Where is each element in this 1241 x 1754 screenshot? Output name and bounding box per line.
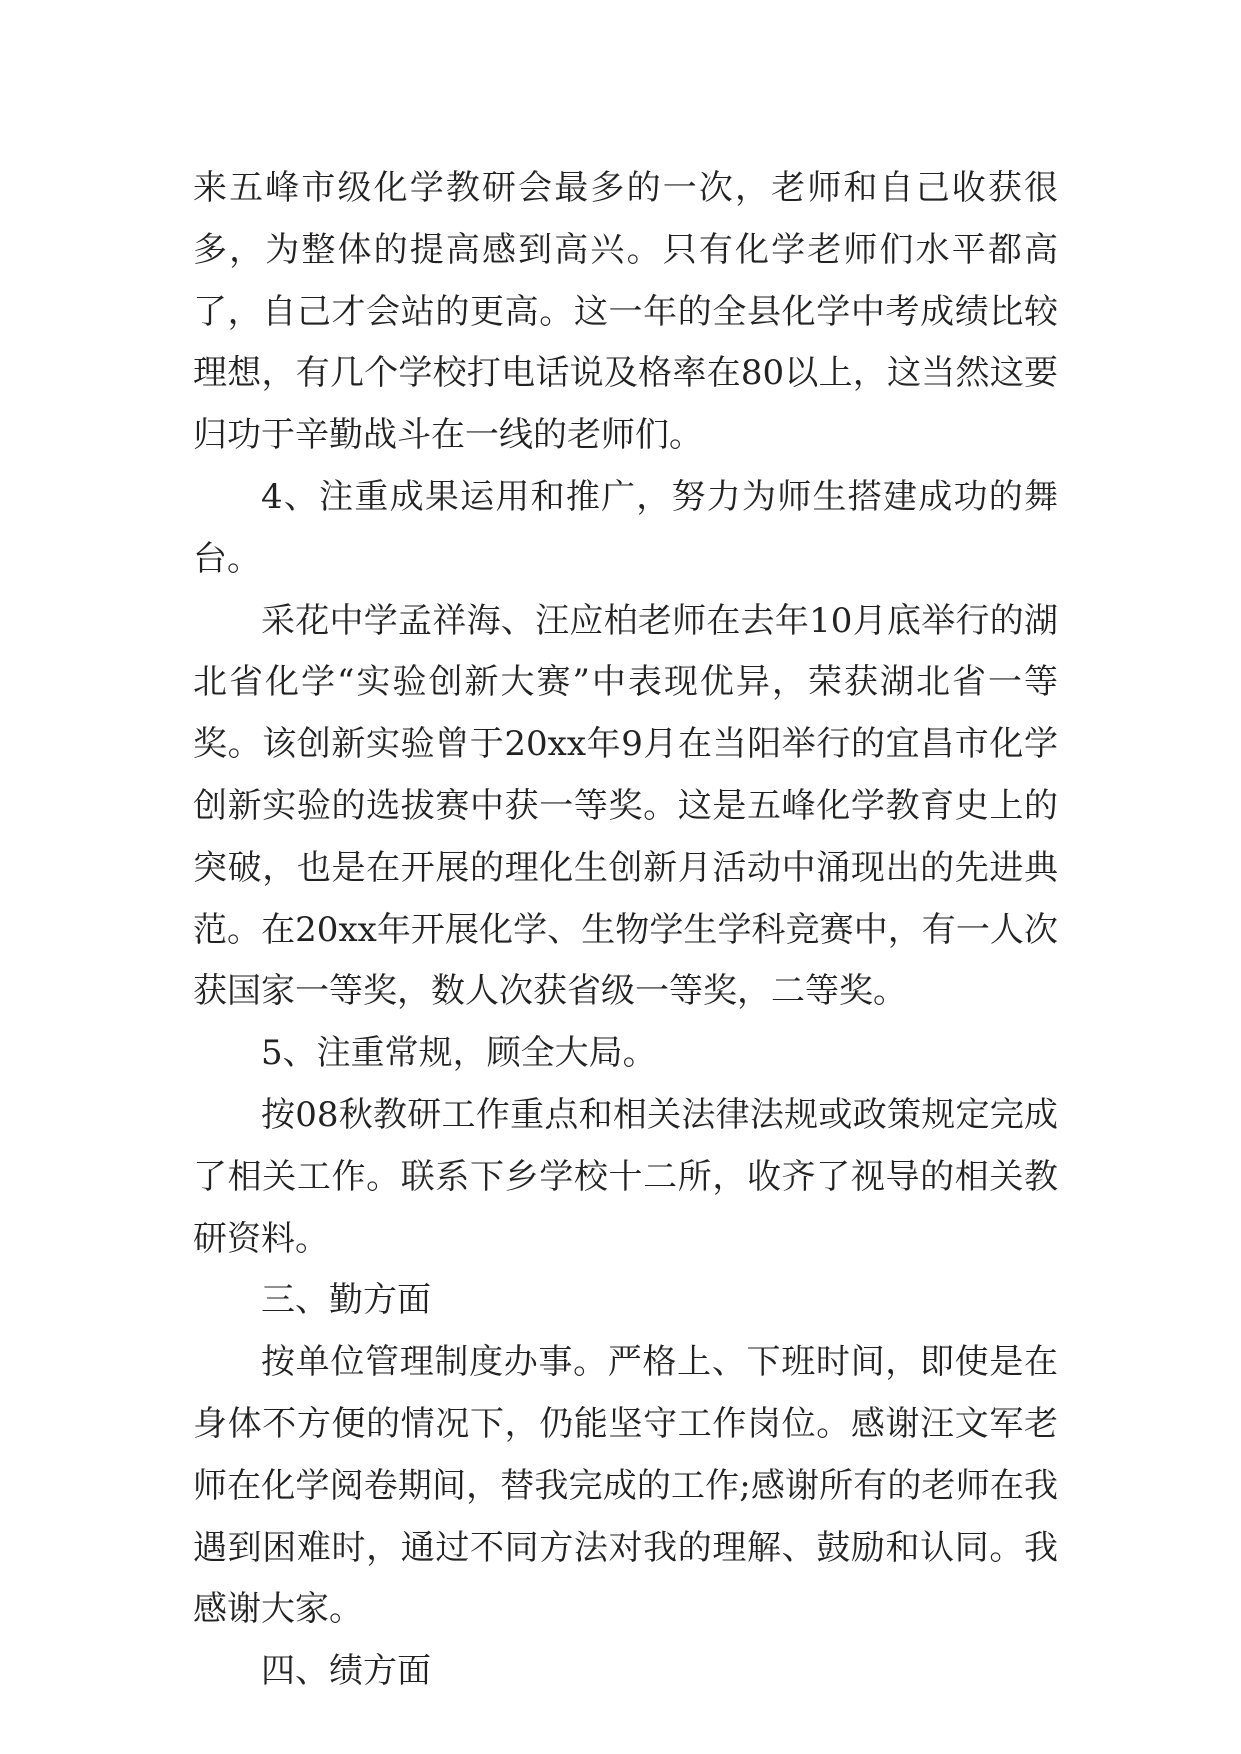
section-heading-diligence: 三、勤方面 bbox=[261, 1280, 431, 1321]
paragraph-continuation: 来五峰市级化学教研会最多的一次，老师和自己收获很多，为整体的提高感到高兴。只有化学老师们水平都高了，自己才会站的更高。这一年的全县化学中考成绩比较理想，有几个学校打电话说及格率在80以上，这当然这要归功于辛勤战斗在一线的老师们。 bbox=[193, 168, 1058, 456]
paragraph-routine-work: 按08秋教研工作重点和相关法律法规或政策规定完成了相关工作。联系下乡学校十二所，收齐了视导的相关教研资料。 bbox=[193, 1094, 1058, 1259]
document-body bbox=[193, 158, 1058, 1703]
paragraph-innovation-award: 采花中学孟祥海、汪应柏老师在去年10月底举行的湖北省化学“实验创新大赛”中表现优异，荣获湖北省一等奖。该创新实验曾于20xx年9月在当阳举行的宜昌市化学创新实验的选拔赛中获一等奖。这是五峰化学教育史上的突破，也是在开展的理化生创新月活动中涌现出的先进典范。在20xx年开展化学、生物学生学科竞赛中，有一人次获国家一等奖，数人次获省级一等奖，二等奖。 bbox=[193, 600, 1058, 1012]
paragraph-diligence: 按单位管理制度办事。严格上、下班时间，即使是在身体不方便的情况下，仍能坚守工作岗位。感谢汪文军老师在化学阅卷期间，替我完成的工作;感谢所有的老师在我遇到困难时，通过不同方法对我的理解、鼓励和认同。我感谢大家。 bbox=[193, 1342, 1058, 1630]
section-heading-achievement: 四、绩方面 bbox=[261, 1651, 431, 1692]
paragraph-item-5-heading: 5、注重常规，顾全大局。 bbox=[261, 1033, 657, 1074]
paragraph-item-4-heading: 4、注重成果运用和推广，努力为师生搭建成功的舞台。 bbox=[193, 476, 1058, 579]
